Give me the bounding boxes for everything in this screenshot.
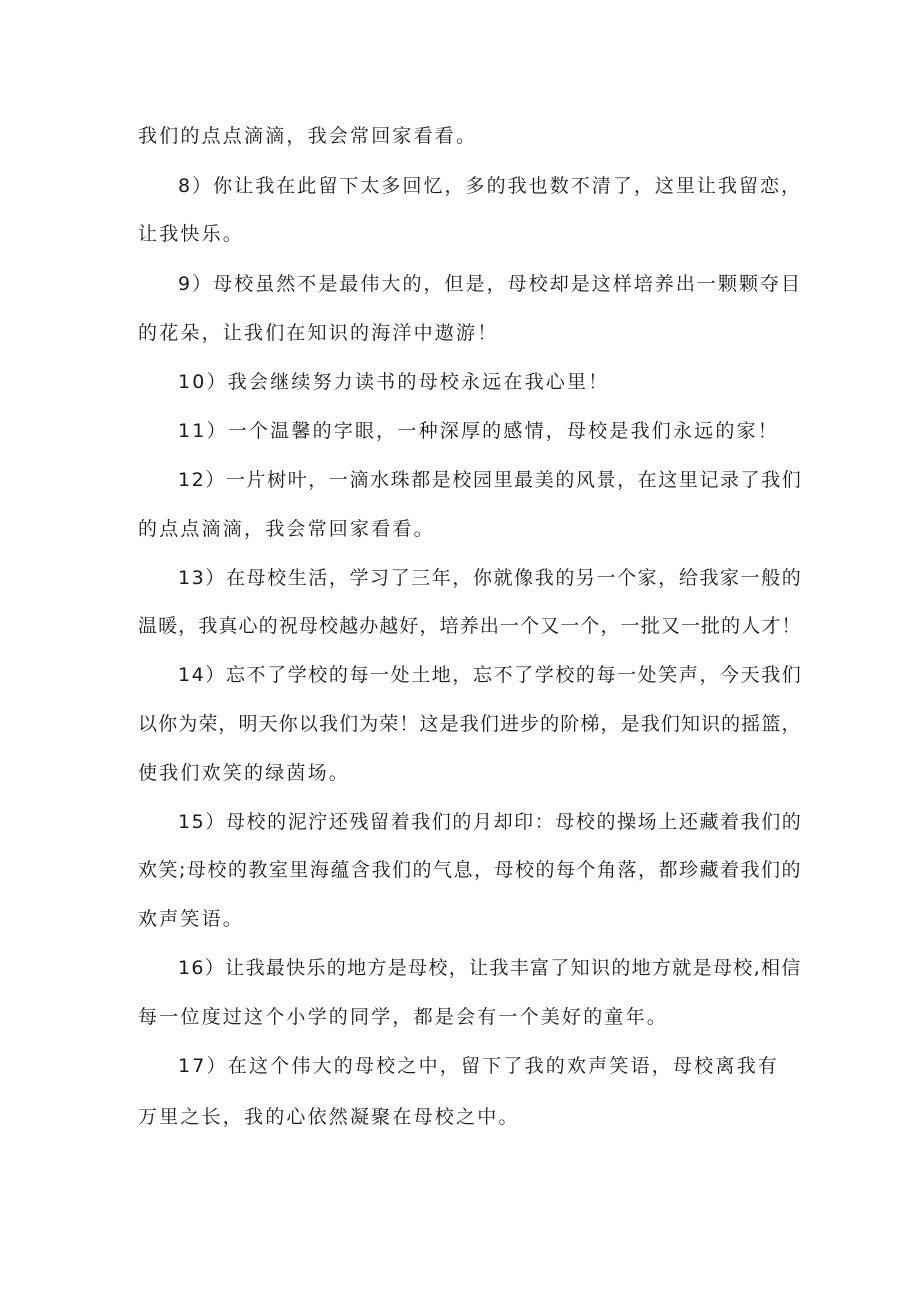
text-line: 欢声笑语。	[138, 908, 245, 930]
text-line: 使我们欢笑的绿茵场。	[138, 762, 351, 784]
text-line-item-16: 16）让我最快乐的地方是母校，让我丰富了知识的地方就是母校,相信	[178, 957, 802, 979]
text-line-item-8: 8）你让我在此留下太多回忆，多的我也数不清了，这里让我留恋，	[178, 175, 803, 197]
text-line-item-15: 15）母校的泥泞还残留着我们的月却印：母校的操场上还藏着我们的	[178, 811, 803, 833]
text-line: 温暖，我真心的祝母校越办越好，培养出一个又一个，一批又一批的人才！	[138, 615, 802, 637]
text-line-item-14: 14）忘不了学校的每一处土地，忘不了学校的每一处笑声，今天我们	[178, 664, 803, 686]
text-line: 的点点滴滴，我会常回家看看。	[138, 518, 435, 540]
text-line-item-13: 13）在母校生活，学习了三年，你就像我的另一个家，给我家一般的	[178, 567, 803, 589]
text-line: 让我快乐。	[138, 223, 245, 245]
text-line-item-12: 12）一片树叶，一滴水珠都是校园里最美的风景，在这里记录了我们	[178, 469, 803, 491]
text-line: 万里之长，我的心依然凝聚在母校之中。	[138, 1106, 520, 1128]
text-line: 我们的点点滴滴，我会常回家看看。	[138, 125, 478, 147]
text-line-item-17: 17）在这个伟大的母校之中，留下了我的欢声笑语，母校离我有	[178, 1055, 779, 1077]
text-line: 以你为荣，明天你以我们为荣！这是我们进步的阶梯，是我们知识的摇篮，	[138, 713, 802, 735]
text-line-item-10: 10）我会继续努力读书的母校永远在我心里！	[178, 371, 610, 393]
text-line: 的花朵，让我们在知识的海洋中遨游！	[138, 322, 499, 344]
text-line: 欢笑;母校的教室里海蕴含我们的气息，母校的每个角落，都珍藏着我们的	[138, 859, 803, 881]
text-line-item-9: 9）母校虽然不是最伟大的，但是，母校却是这样培养出一颗颗夺目	[178, 273, 803, 295]
text-line-item-11: 11）一个温馨的字眼，一种深厚的感情，母校是我们永远的家！	[178, 420, 779, 442]
text-line: 每一位度过这个小学的同学，都是会有一个美好的童年。	[138, 1006, 669, 1028]
